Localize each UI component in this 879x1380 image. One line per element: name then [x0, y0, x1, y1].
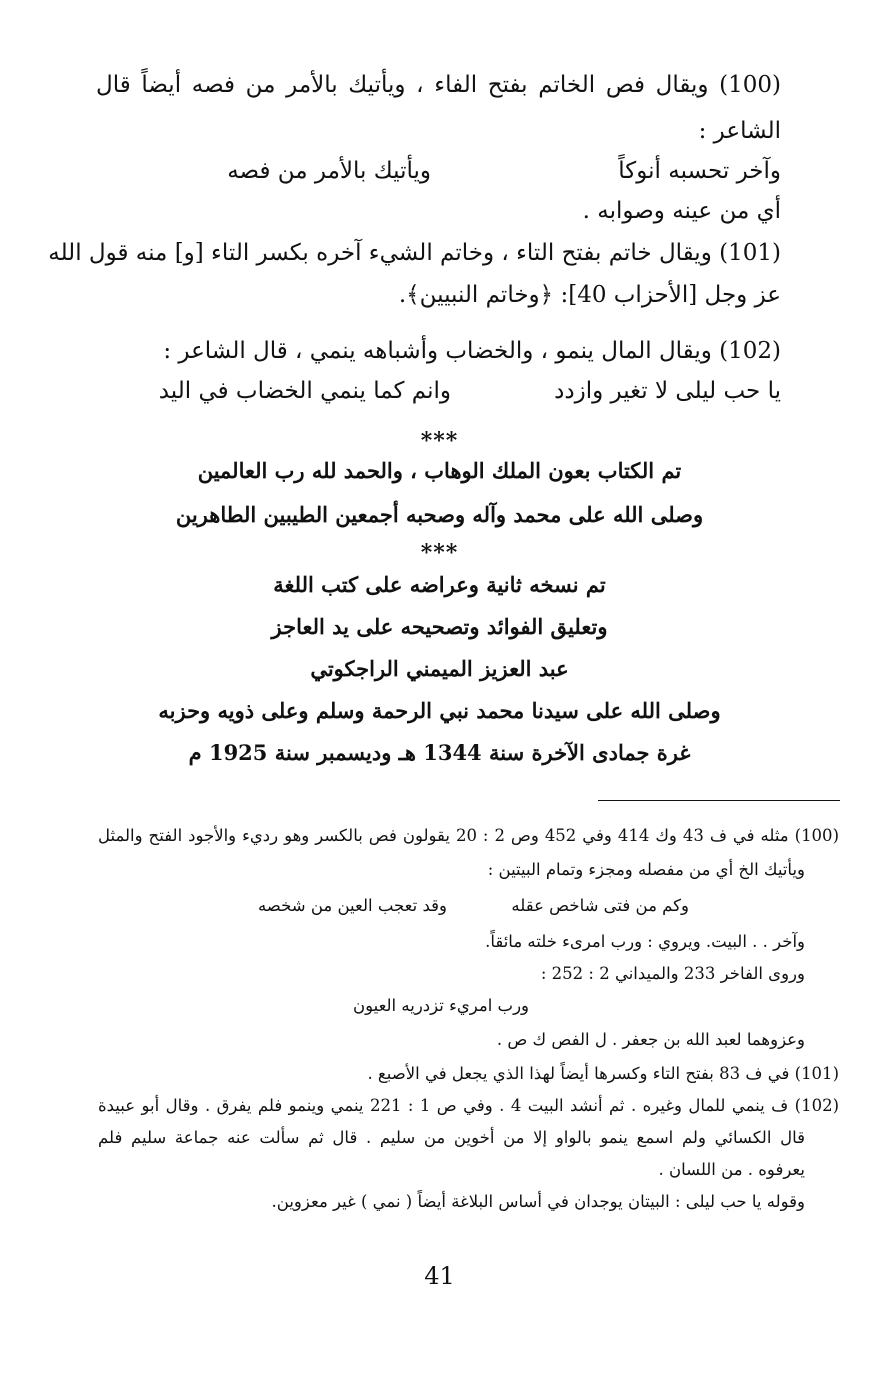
colophon-date: غرة جمادى الآخرة سنة 1344 هـ وديسمبر سنة 1925 م: [188, 740, 691, 765]
entry-101-line-2: عز وجل [الأحزاب 40]: ﴿وخاتم النبيين﴾.: [398, 282, 781, 308]
footnote-100-line-5: ورب امريء تزدريه العيون: [352, 996, 529, 1015]
entry-100-line-1: (100) ويقال فص الخاتم بفتح الفاء ، ويأتيك بالأمر من فصه أيضاً قال: [96, 72, 781, 98]
colophon-line-1: تم الكتاب بعون الملك الوهاب ، والحمد لله رب العالمين: [197, 458, 682, 483]
colophon-line-2: وصلى الله على محمد وآله وصحبه أجمعين الطيبين الطاهرين: [175, 502, 704, 527]
footnote-100-line-3: وآخر . . البيت. ويروي : ورب امرىء خلته مائقاً.: [485, 932, 805, 951]
footnote-102-line-2: قال الكسائي ولم اسمع ينمو بالواو إلا من أخوين من سليم . قال ثم سألت عنه جماعة سليم فلم: [98, 1128, 805, 1147]
verse-1-second-hemistich: ويأتيك بالأمر من فصه: [227, 158, 431, 184]
entry-100-line-2: الشاعر :: [698, 118, 781, 144]
verse-1-first-hemistich: وآخر تحسبه أنوكاً: [618, 158, 781, 184]
footnote-101: (101) في ف 83 بفتح التاء وكسرها أيضاً لهذا الذي يجعل في الأصبع .: [367, 1064, 839, 1083]
colophon-line-5: عبد العزيز الميمني الراجكوتي: [310, 656, 569, 681]
footnote-100-line-2: ويأتيك الخ أي من مفصله ومجزء وتمام البيتين :: [487, 860, 805, 879]
separator-stars: ***: [420, 540, 459, 566]
colophon-line-6: وصلى الله على سيدنا محمد نبي الرحمة وسلم وعلى ذويه وحزبه: [158, 698, 721, 723]
footnote-102-line-3: يعرفوه . من اللسان .: [658, 1160, 805, 1179]
footnote-100-line-1: (100) مثله في ف 43 وك 414 وفي 452 وص 2 : 20 يقولون فص بالكسر وهو رديء والأجود الفتح والمثل: [98, 826, 839, 845]
footnote-verse-second-hemistich: وقد تعجب العين من شخصه: [257, 896, 447, 915]
entry-100-line-3: أي من عينه وصوابه .: [582, 198, 781, 224]
verse-2-first-hemistich: يا حب ليلى لا تغير وازدد: [554, 378, 781, 404]
entry-101-line-1: (101) ويقال خاتم بفتح التاء ، وخاتم الشيء آخره بكسر التاء [و] منه قول الله: [48, 240, 781, 266]
footnote-102-line-4: وقوله يا حب ليلى : البيتان يوجدان في أساس البلاغة أيضاً ( نمي ) غير معزوين.: [271, 1192, 805, 1211]
separator-stars: ***: [420, 428, 459, 454]
footnote-102-line-1: (102) ف ينمي للمال وغيره . ثم أنشد البيت 4 . وفي ص 1 : 221 ينمي وينمو فلم يفرق . وقال أبو عبيدة: [98, 1096, 840, 1115]
colophon-line-4: وتعليق الفوائد وتصحيحه على يد العاجز: [271, 614, 608, 639]
footnote-verse-first-hemistich: وكم من فتى شاخص عقله: [511, 896, 689, 915]
footnote-100-line-6: وعزوهما لعبد الله بن جعفر . ل الفص ك ص .: [496, 1030, 805, 1049]
footnote-divider: [598, 800, 840, 801]
entry-102-line-1: (102) ويقال المال ينمو ، والخضاب وأشباهه ينمي ، قال الشاعر :: [163, 338, 781, 364]
footnote-100-line-4: وروى الفاخر 233 والميداني 2 : 252 :: [540, 964, 805, 983]
verse-2-second-hemistich: وانم كما ينمي الخضاب في اليد: [158, 378, 451, 404]
colophon-line-3: تم نسخه ثانية وعراضه على كتب اللغة: [273, 572, 606, 597]
page-number: 41: [424, 1262, 455, 1290]
